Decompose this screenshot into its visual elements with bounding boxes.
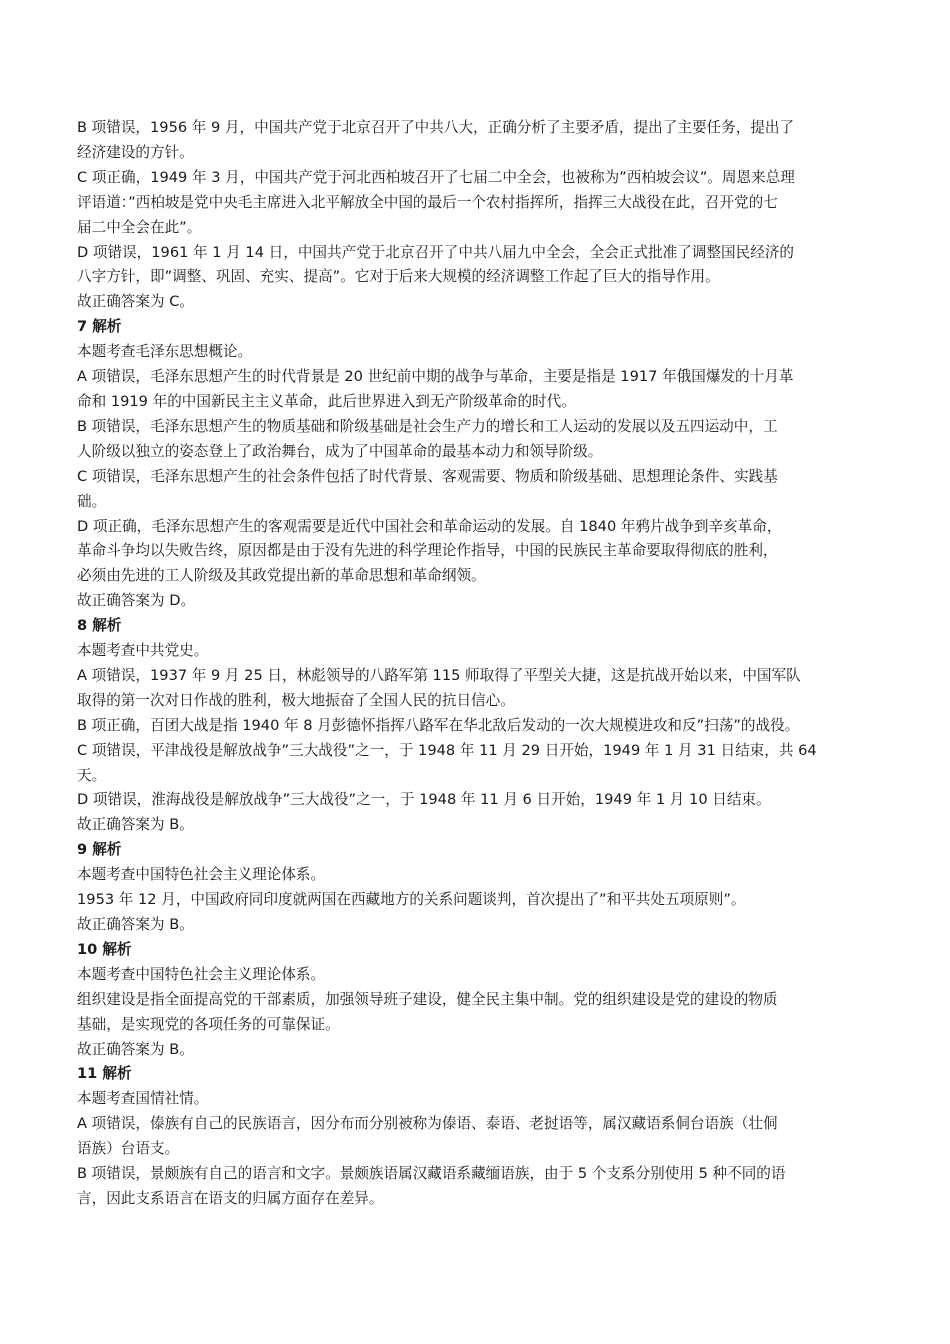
text-line: 本题考查中国特色社会主义理论体系。 (77, 965, 326, 983)
text-line: 届二中全会在此”。 (77, 218, 202, 236)
section-heading: 8 解析 (77, 617, 122, 635)
text-line: C 项正确，1949 年 3 月，中国共产党于河北西柏坡召开了七届二中全会，也被称为”西柏坡会议”。周恩来总理 (77, 168, 795, 186)
text-line: B 项正确，百团大战是指 1940 年 8 月彭德怀指挥八路军在华北敌后发动的一次大规模进攻和反”扫荡”的战役。 (77, 716, 800, 734)
text-line: 故正确答案为 B。 (77, 916, 194, 933)
text-line: 必须由先进的工人阶级及其政党提出新的革命思想和革命纲领。 (77, 567, 486, 585)
section-heading: 11 解析 (77, 1065, 132, 1083)
text-line: D 项错误，1961 年 1 月 14 日，中国共产党于北京召开了中共八届九中全会，全会正式批准了调整国民经济的 (77, 243, 795, 261)
text-line: 故正确答案为 B。 (77, 816, 194, 834)
text-line: 1953 年 12 月，中国政府同印度就两国在西藏地方的关系问题谈判，首次提出了”和平共处五项原则”。 (77, 891, 746, 909)
text-line: 取得的第一次对日作战的胜利，极大地振奋了全国人民的抗日信心。 (77, 691, 515, 709)
text-line: A 项错误，毛泽东思想产生的时代背景是 20 世纪前中期的战争与革命，主要是指是 1917 年俄国爆发的十月革 (77, 368, 794, 386)
text-line: 故正确答案为 C。 (77, 293, 194, 311)
text-line: 人阶级以独立的姿态登上了政治舞台，成为了中国革命的最基本动力和领导阶级。 (77, 442, 603, 460)
section-heading: 9 解析 (77, 841, 122, 859)
text-line: 本题考查中国特色社会主义理论体系。 (77, 866, 326, 884)
text-line: D 项错误，淮海战役是解放战争”三大战役”之一，于 1948 年 11 月 6 日开始，1949 年 1 月 10 日结束。 (77, 791, 771, 809)
text-line: A 项错误，1937 年 9 月 25 日，林彪领导的八路军第 115 师取得了平型关大捷，这是抗战开始以来，中国军队 (77, 666, 801, 684)
text-line: C 项错误，毛泽东思想产生的社会条件包括了时代背景、客观需要、物质和阶级基础、思想理论条件、实践基 (77, 467, 778, 485)
text-line: 基础，是实现党的各项任务的可靠保证。 (77, 1015, 340, 1033)
text-line: B 项错误，景颇族有自己的语言和文字。景颇族语属汉藏语系藏缅语族，由于 5 个支系分别使用 5 种不同的语 (77, 1165, 786, 1183)
text-line: B 项错误，毛泽东思想产生的物质基础和阶级基础是社会生产力的增长和工人运动的发展以及五四运动中，工 (77, 417, 778, 435)
text-line: 本题考查国情社情。 (77, 1090, 209, 1108)
text-line: 础。 (77, 492, 107, 510)
section-heading: 10 解析 (77, 940, 132, 958)
text-line: 本题考查中共党史。 (77, 642, 209, 660)
text-line: A 项错误，傣族有自己的民族语言，因分布而分别被称为傣语、泰语、老挝语等，属汉藏语系侗台语族（壮侗 (77, 1115, 778, 1133)
document-page (77, 116, 881, 1212)
text-line: 经济建设的方针。 (77, 143, 194, 161)
text-line: 本题考查毛泽东思想概论。 (77, 343, 253, 361)
text-line: 言，因此支系语言在语支的归属方面存在差异。 (77, 1189, 384, 1207)
text-line: 命和 1919 年的中国新民主主义革命，此后世界进入到无产阶级革命的时代。 (77, 392, 576, 410)
text-line: 组织建设是指全面提高党的干部素质，加强领导班子建设，健全民主集中制。党的组织建设是党的建设的物质 (77, 990, 778, 1008)
text-line: C 项错误，平津战役是解放战争”三大战役”之一，于 1948 年 11 月 29 日开始，1949 年 1 月 31 日结束，共 64 (77, 741, 817, 759)
text-line: 天。 (77, 766, 107, 784)
section-heading: 7 解析 (77, 318, 122, 336)
text-line: 革命斗争均以失败告终，原因都是由于没有先进的科学理论作指导，中国的民族民主革命要取得彻底的胜利， (77, 542, 778, 560)
text-line: 评语道：”西柏坡是党中央毛主席进入北平解放全中国的最后一个农村指挥所，指挥三大战役在此，召开党的七 (77, 193, 778, 211)
text-line: 八字方针，即”调整、巩固、充实、提高”。它对于后来大规模的经济调整工作起了巨大的指导作用。 (77, 268, 720, 286)
text-line: 故正确答案为 B。 (77, 1040, 194, 1058)
text-line: B 项错误，1956 年 9 月，中国共产党于北京召开了中共八大，正确分析了主要矛盾，提出了主要任务，提出了 (77, 119, 795, 136)
text-line: 语族）台语支。 (77, 1140, 180, 1158)
text-line: 故正确答案为 D。 (77, 592, 196, 610)
text-line: D 项正确，毛泽东思想产生的客观需要是近代中国社会和革命运动的发展。自 1840 年鸦片战争到辛亥革命， (77, 517, 782, 535)
